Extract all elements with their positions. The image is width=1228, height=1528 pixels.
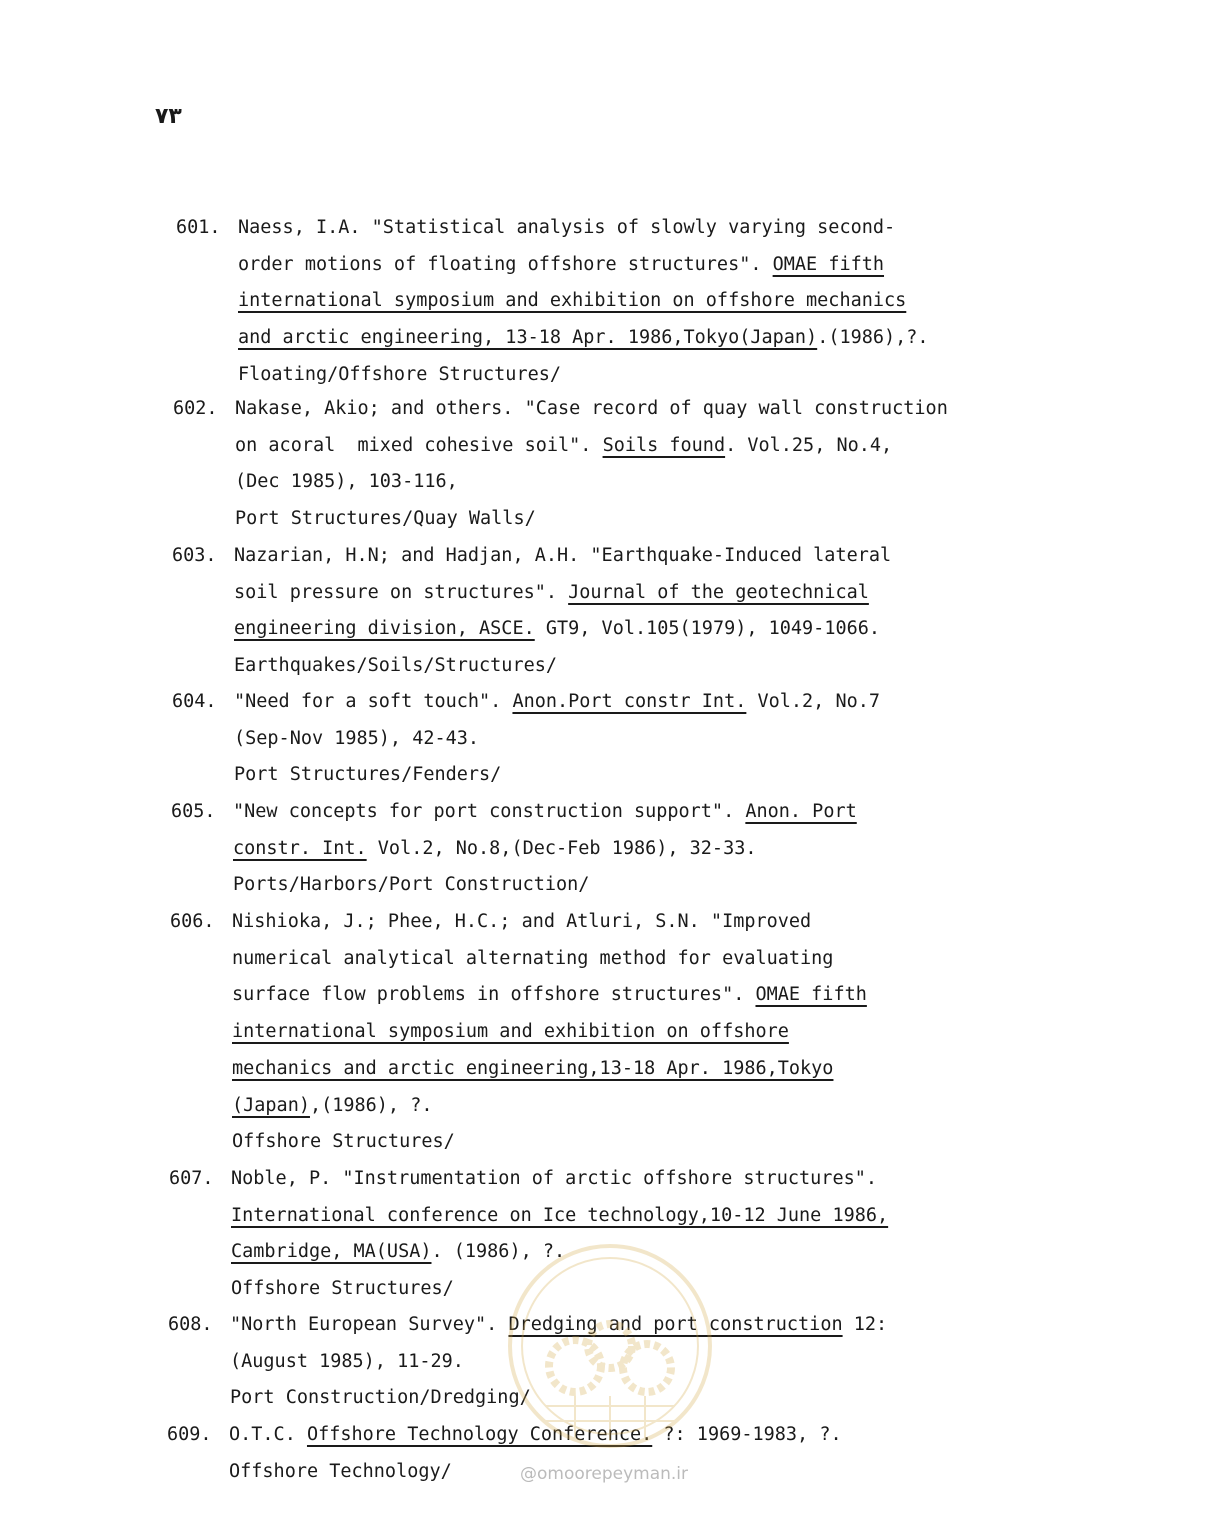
reference-line — [238, 357, 561, 394]
reference-text: Vol.2, No.8,(Dec-Feb 1986), 32-33. — [366, 837, 757, 859]
reference-number: 603. — [172, 545, 217, 566]
reference-text: Earthquakes/Soils/Structures/ — [234, 655, 558, 677]
reference-line — [234, 684, 880, 721]
reference-line — [230, 1380, 531, 1417]
reference-text: numerical analytical alternating method for evaluating — [232, 947, 834, 969]
reference-line — [232, 1088, 433, 1125]
reference-line — [235, 428, 892, 465]
reference-line — [232, 941, 833, 978]
watermark-text: @omoorepeyman.ir — [520, 1464, 689, 1484]
reference-text: Floating/Offshore Structures/ — [238, 363, 562, 385]
reference-line — [231, 1198, 888, 1235]
reference-source-title: Dredging and port construction — [508, 1314, 843, 1335]
reference-line — [234, 575, 869, 612]
reference-source-title: constr. Int. — [233, 837, 367, 859]
reference-text: . Vol.25, No.4, — [725, 434, 893, 456]
reference-text: . (1986), ?. — [431, 1241, 566, 1263]
reference-source-title: engineering division, ASCE. — [234, 618, 535, 640]
reference-text: Port Structures/Quay Walls/ — [235, 508, 536, 530]
reference-text: "Need for a soft touch". — [234, 691, 513, 712]
page-number: ۷۳ — [155, 104, 182, 129]
reference-source-title: mechanics and arctic engineering,13-18 Apr. 1986,Tokyo — [232, 1057, 834, 1079]
reference-text: .(1986),?. — [817, 327, 929, 349]
reference-line — [231, 1271, 454, 1308]
reference-text: Offshore Technology/ — [229, 1460, 452, 1482]
reference-line — [234, 611, 880, 648]
reference-source-title: Soils found — [602, 434, 726, 456]
reference-number: 607. — [169, 1168, 214, 1189]
reference-text: "New concepts for port construction support". — [233, 801, 746, 822]
reference-line — [231, 1161, 877, 1198]
reference-source-title: International conference on Ice technology,10-12 June 1986, — [231, 1204, 889, 1226]
reference-text: (Sep-Nov 1985), 42-43. — [234, 727, 480, 749]
reference-source-title: Cambridge, MA(USA) — [231, 1241, 432, 1263]
reference-source-title: Offshore Technology Conference. — [306, 1424, 653, 1445]
reference-source-title: international symposium and exhibition on offshore mechanics — [238, 290, 907, 312]
reference-text: ?: 1969-1983, ?. — [652, 1424, 842, 1445]
reference-source-title: Journal of the geotechnical — [568, 581, 869, 603]
reference-text: Nazarian, H.N; and Hadjan, A.H. "Earthquake-Induced lateral — [234, 545, 892, 566]
reference-source-title: (Japan) — [232, 1094, 310, 1116]
reference-text: Port Construction/Dredging/ — [230, 1387, 531, 1409]
reference-number: 609. — [167, 1424, 212, 1445]
reference-line — [232, 1124, 455, 1161]
reference-number: 602. — [173, 398, 218, 419]
reference-line — [238, 283, 906, 320]
reference-line — [234, 648, 557, 685]
reference-text: O.T.C. — [229, 1424, 307, 1445]
reference-text: Offshore Structures/ — [232, 1131, 455, 1153]
reference-number: 604. — [172, 691, 217, 712]
reference-text: Naess, I.A. "Statistical analysis of slowly varying second- — [238, 217, 896, 238]
reference-line — [234, 757, 501, 794]
reference-line — [234, 538, 891, 575]
reference-line — [235, 391, 948, 428]
reference-line — [235, 464, 458, 501]
reference-number: 601. — [176, 217, 221, 238]
reference-line — [238, 210, 895, 247]
reference-text: 12: — [842, 1314, 888, 1335]
reference-text: Noble, P. "Instrumentation of arctic offshore structures". — [231, 1168, 878, 1189]
reference-text: soil pressure on structures". — [234, 581, 569, 603]
reference-text: (Dec 1985), 103-116, — [235, 471, 458, 493]
reference-line — [233, 867, 589, 904]
reference-number: 608. — [168, 1314, 213, 1335]
reference-line — [234, 721, 479, 758]
reference-text: "North European Survey". — [230, 1314, 509, 1335]
reference-text: on acoral mixed cohesive soil". — [235, 434, 603, 456]
reference-text: surface flow problems in offshore structures". — [232, 984, 756, 1006]
reference-line — [238, 320, 929, 357]
reference-source-title: international symposium and exhibition on offshore — [232, 1021, 789, 1043]
reference-text: order motions of floating offshore structures". — [238, 253, 773, 275]
reference-line — [232, 977, 867, 1014]
reference-source-title: OMAE fifth — [772, 253, 885, 275]
reference-source-title: OMAE fifth — [755, 984, 867, 1006]
reference-source-title: Anon. Port — [745, 801, 857, 822]
reference-text: Nishioka, J.; Phee, H.C.; and Atluri, S.N. "Improved — [232, 911, 812, 932]
reference-line — [229, 1454, 452, 1491]
reference-text: Offshore Structures/ — [231, 1278, 454, 1300]
reference-line — [232, 1051, 833, 1088]
reference-line — [238, 247, 884, 284]
reference-number: 605. — [171, 801, 216, 822]
reference-text: Vol.2, No.7 — [746, 691, 881, 712]
reference-text: ,(1986), ?. — [309, 1094, 433, 1116]
reference-line — [230, 1344, 464, 1381]
watermark-seal-icon — [505, 1236, 715, 1456]
reference-text: Nakase, Akio; and others. "Case record of quay wall construction — [235, 398, 948, 419]
reference-text: GT9, Vol.105(1979), 1049-1066. — [534, 618, 881, 640]
reference-source-title: and arctic engineering, 13-18 Apr. 1986,Tokyo(Japan) — [238, 327, 818, 349]
reference-number: 606. — [170, 911, 215, 932]
reference-line — [232, 904, 811, 941]
reference-text: (August 1985), 11-29. — [230, 1350, 464, 1372]
reference-line — [232, 1014, 789, 1051]
reference-text: Port Structures/Fenders/ — [234, 764, 502, 786]
reference-text: Ports/Harbors/Port Construction/ — [233, 874, 590, 896]
reference-line — [233, 831, 756, 868]
reference-line — [235, 501, 536, 538]
reference-line — [233, 794, 857, 831]
reference-source-title: Anon.Port constr Int. — [512, 691, 747, 712]
